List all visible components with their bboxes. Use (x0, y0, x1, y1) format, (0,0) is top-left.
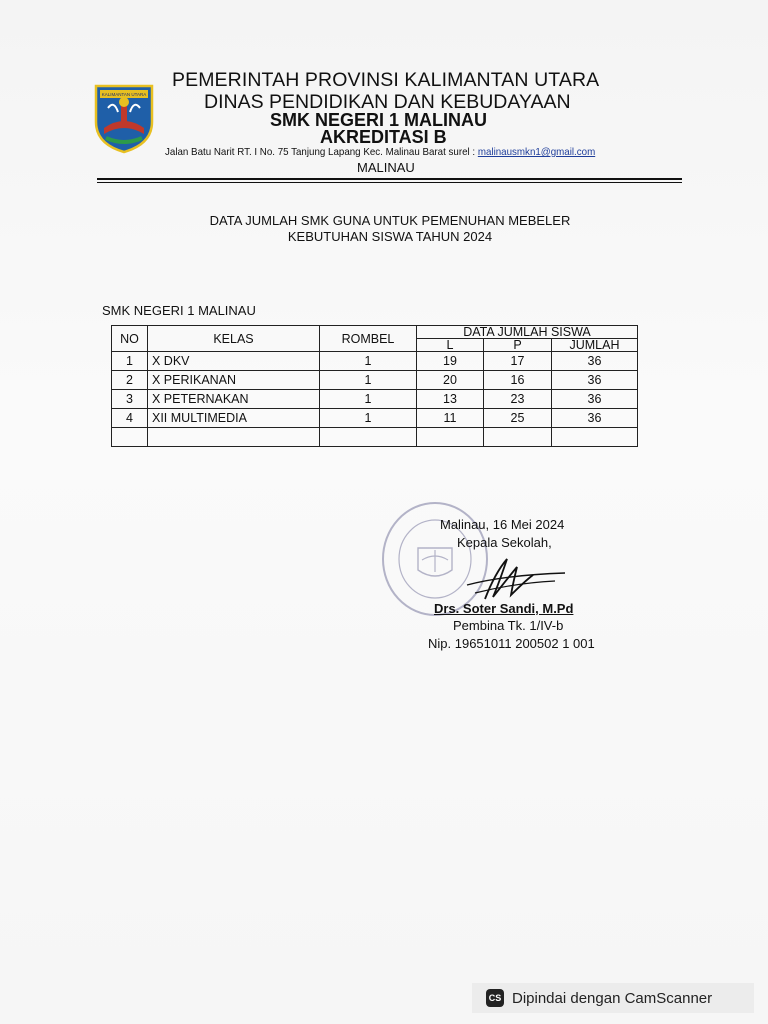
header-jumlah: JUMLAH (552, 339, 638, 352)
address-line (165, 146, 595, 158)
header-kelas: KELAS (148, 326, 320, 352)
cell-p: 25 (484, 409, 552, 428)
header-no: NO (112, 326, 148, 352)
cell-no: 2 (112, 371, 148, 390)
title-line-2: KEBUTUHAN SISWA TAHUN 2024 (287, 229, 493, 244)
document-title (150, 213, 630, 245)
logo-caption: KALIMANTAN UTARA (101, 92, 147, 97)
cell-rombel: 1 (320, 390, 417, 409)
government-heading: PEMERINTAH PROVINSI KALIMANTAN UTARA (172, 69, 600, 91)
cell-p (484, 428, 552, 447)
cell-l: 13 (417, 390, 484, 409)
camscanner-icon: CS (486, 989, 504, 1007)
cell-p: 16 (484, 371, 552, 390)
table-row (112, 352, 638, 371)
cell-jumlah: 36 (552, 352, 638, 371)
handwritten-signature-icon (455, 553, 570, 603)
table-row-empty (112, 428, 638, 447)
cell-no (112, 428, 148, 447)
table-row (112, 390, 638, 409)
title-line-1: DATA JUMLAH SMK GUNA UNTUK PEMENUHAN MEBELER (209, 213, 571, 228)
provincial-logo-icon (90, 80, 158, 154)
cell-kelas: XII MULTIMEDIA (148, 409, 320, 428)
camscanner-watermark (472, 983, 754, 1013)
cell-rombel: 1 (320, 409, 417, 428)
cell-jumlah: 36 (552, 371, 638, 390)
signatory-nip: Nip. 19651011 200502 1 001 (428, 636, 595, 651)
signature-role: Kepala Sekolah, (457, 535, 552, 550)
cell-kelas: X PETERNAKAN (148, 390, 320, 409)
cell-rombel (320, 428, 417, 447)
header-data-jumlah-siswa: DATA JUMLAH SISWA (417, 326, 638, 339)
cell-jumlah: 36 (552, 409, 638, 428)
email-link[interactable]: malinausmkn1@gmail.com (477, 146, 596, 158)
cell-jumlah (552, 428, 638, 447)
cell-l (417, 428, 484, 447)
signature-place-date: Malinau, 16 Mei 2024 (440, 517, 565, 532)
cell-kelas: X PERIKANAN (148, 371, 320, 390)
cell-no: 1 (112, 352, 148, 371)
header-rombel: ROMBEL (320, 326, 417, 352)
letterhead-divider-thin (97, 182, 682, 183)
student-data-table (111, 325, 638, 447)
cell-rombel: 1 (320, 352, 417, 371)
signatory-rank: Pembina Tk. 1/IV-b (453, 618, 564, 633)
cell-kelas: X DKV (148, 352, 320, 371)
city-line: MALINAU (357, 160, 415, 175)
department-heading: DINAS PENDIDIKAN DAN KEBUDAYAAN (204, 91, 571, 113)
table-header-row (112, 326, 638, 339)
cell-p: 17 (484, 352, 552, 371)
cell-rombel: 1 (320, 371, 417, 390)
table-row (112, 409, 638, 428)
cell-kelas (148, 428, 320, 447)
cell-l: 20 (417, 371, 484, 390)
header-p: P (484, 339, 552, 352)
table-row (112, 371, 638, 390)
school-label: SMK NEGERI 1 MALINAU (102, 303, 256, 318)
cell-p: 23 (484, 390, 552, 409)
cell-l: 19 (417, 352, 484, 371)
address-text: Jalan Batu Narit RT. I No. 75 Tanjung Lapang Kec. Malinau Barat surel : (165, 146, 478, 158)
signatory-name: Drs. Soter Sandi, M.Pd (434, 601, 574, 616)
letterhead-divider-thick (97, 178, 682, 180)
school-heading: SMK NEGERI 1 MALINAU (270, 110, 488, 130)
camscanner-text: Dipindai dengan CamScanner (512, 989, 713, 1007)
cell-l: 11 (417, 409, 484, 428)
cell-jumlah: 36 (552, 390, 638, 409)
cell-no: 3 (112, 390, 148, 409)
cell-no: 4 (112, 409, 148, 428)
header-l: L (417, 339, 484, 352)
accreditation-heading: AKREDITASI B (320, 127, 447, 147)
